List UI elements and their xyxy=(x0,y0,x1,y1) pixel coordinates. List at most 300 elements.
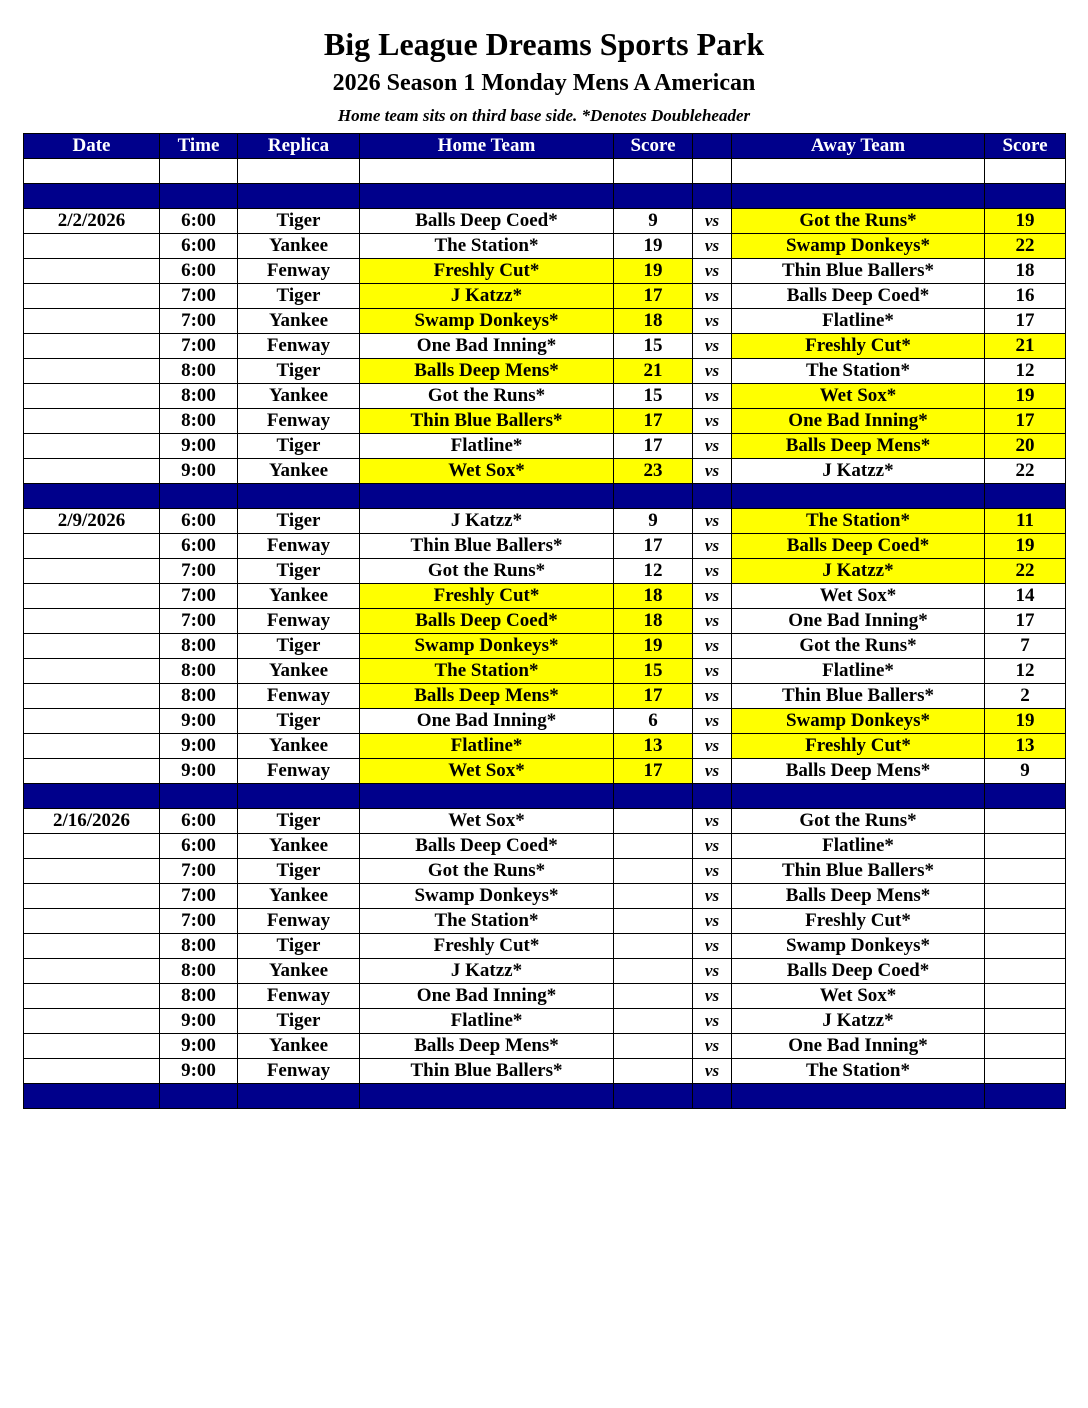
away-team: Balls Deep Coed* xyxy=(732,959,985,984)
game-time: 9:00 xyxy=(160,709,238,734)
week-separator-row-cell xyxy=(360,784,614,809)
game-row xyxy=(24,559,1066,584)
vs-label: vs xyxy=(693,859,732,884)
game-replica: Fenway xyxy=(238,334,360,359)
game-row xyxy=(24,584,1066,609)
away-score xyxy=(985,1034,1066,1059)
home-team: Swamp Donkeys* xyxy=(360,884,614,909)
game-replica: Fenway xyxy=(238,759,360,784)
game-row xyxy=(24,834,1066,859)
game-row xyxy=(24,984,1066,1009)
home-score: 6 xyxy=(614,709,693,734)
game-date xyxy=(24,409,160,434)
home-score xyxy=(614,959,693,984)
home-score xyxy=(614,834,693,859)
game-row xyxy=(24,259,1066,284)
col-header-date: Date xyxy=(24,134,160,159)
game-replica: Tiger xyxy=(238,634,360,659)
home-score xyxy=(614,1009,693,1034)
game-time: 8:00 xyxy=(160,684,238,709)
away-score: 20 xyxy=(985,434,1066,459)
game-replica: Fenway xyxy=(238,684,360,709)
away-score: 2 xyxy=(985,684,1066,709)
away-score: 19 xyxy=(985,709,1066,734)
away-team: Got the Runs* xyxy=(732,809,985,834)
home-score: 15 xyxy=(614,334,693,359)
game-date xyxy=(24,359,160,384)
game-date xyxy=(24,609,160,634)
game-date xyxy=(24,634,160,659)
week-separator-row-cell xyxy=(238,784,360,809)
game-time: 8:00 xyxy=(160,959,238,984)
away-team: One Bad Inning* xyxy=(732,1034,985,1059)
blank-row-cell xyxy=(160,159,238,184)
game-date xyxy=(24,909,160,934)
week-separator-row-cell xyxy=(160,484,238,509)
week-separator-row-cell xyxy=(614,784,693,809)
game-row xyxy=(24,434,1066,459)
week-separator-row-cell xyxy=(614,484,693,509)
home-score xyxy=(614,984,693,1009)
away-score xyxy=(985,959,1066,984)
vs-label: vs xyxy=(693,534,732,559)
away-score xyxy=(985,1059,1066,1084)
home-score: 12 xyxy=(614,559,693,584)
game-date xyxy=(24,684,160,709)
col-header-away-team: Away Team xyxy=(732,134,985,159)
game-row xyxy=(24,534,1066,559)
week-separator-row-cell xyxy=(360,1084,614,1109)
home-team: Got the Runs* xyxy=(360,559,614,584)
away-team: Balls Deep Mens* xyxy=(732,884,985,909)
game-time: 7:00 xyxy=(160,884,238,909)
vs-label: vs xyxy=(693,1034,732,1059)
game-date: 2/16/2026 xyxy=(24,809,160,834)
game-time: 9:00 xyxy=(160,459,238,484)
game-date: 2/2/2026 xyxy=(24,209,160,234)
away-team: Balls Deep Mens* xyxy=(732,759,985,784)
home-score: 19 xyxy=(614,234,693,259)
away-team: Flatline* xyxy=(732,659,985,684)
vs-label: vs xyxy=(693,959,732,984)
vs-label: vs xyxy=(693,634,732,659)
home-score: 21 xyxy=(614,359,693,384)
game-replica: Tiger xyxy=(238,1009,360,1034)
week-separator-row-cell xyxy=(985,784,1066,809)
home-score xyxy=(614,909,693,934)
away-score: 19 xyxy=(985,209,1066,234)
away-team: Wet Sox* xyxy=(732,584,985,609)
away-team: J Katzz* xyxy=(732,559,985,584)
week-separator-row-cell xyxy=(985,484,1066,509)
game-replica: Tiger xyxy=(238,209,360,234)
away-score xyxy=(985,884,1066,909)
game-replica: Fenway xyxy=(238,984,360,1009)
game-replica: Tiger xyxy=(238,359,360,384)
home-score: 13 xyxy=(614,734,693,759)
home-team: Wet Sox* xyxy=(360,809,614,834)
game-row xyxy=(24,809,1066,834)
away-score: 17 xyxy=(985,309,1066,334)
game-row xyxy=(24,459,1066,484)
home-score: 15 xyxy=(614,659,693,684)
game-row xyxy=(24,509,1066,534)
away-score: 16 xyxy=(985,284,1066,309)
away-team: Flatline* xyxy=(732,309,985,334)
away-team: Wet Sox* xyxy=(732,384,985,409)
away-team: One Bad Inning* xyxy=(732,409,985,434)
home-team: Wet Sox* xyxy=(360,459,614,484)
game-time: 6:00 xyxy=(160,234,238,259)
schedule-note: Home team sits on third base side. *Denotes Doubleheader xyxy=(337,106,751,125)
away-team: Thin Blue Ballers* xyxy=(732,259,985,284)
away-team: The Station* xyxy=(732,509,985,534)
vs-label: vs xyxy=(693,259,732,284)
game-replica: Yankee xyxy=(238,659,360,684)
home-score xyxy=(614,859,693,884)
game-replica: Tiger xyxy=(238,284,360,309)
game-row xyxy=(24,684,1066,709)
vs-label: vs xyxy=(693,609,732,634)
vs-label: vs xyxy=(693,384,732,409)
game-replica: Fenway xyxy=(238,409,360,434)
vs-label: vs xyxy=(693,334,732,359)
game-date xyxy=(24,1034,160,1059)
home-team: Balls Deep Coed* xyxy=(360,209,614,234)
away-score: 22 xyxy=(985,559,1066,584)
week-separator-row-cell xyxy=(693,1084,732,1109)
game-date: 2/9/2026 xyxy=(24,509,160,534)
game-row xyxy=(24,334,1066,359)
away-score: 7 xyxy=(985,634,1066,659)
col-header-time: Time xyxy=(160,134,238,159)
game-replica: Tiger xyxy=(238,559,360,584)
vs-label: vs xyxy=(693,684,732,709)
game-replica: Yankee xyxy=(238,1034,360,1059)
home-score: 17 xyxy=(614,434,693,459)
week-separator-row-cell xyxy=(238,184,360,209)
game-replica: Fenway xyxy=(238,259,360,284)
game-date xyxy=(24,1059,160,1084)
game-time: 8:00 xyxy=(160,384,238,409)
home-team: The Station* xyxy=(360,234,614,259)
game-date xyxy=(24,309,160,334)
game-time: 7:00 xyxy=(160,334,238,359)
week-separator-row-cell xyxy=(614,184,693,209)
away-score: 17 xyxy=(985,609,1066,634)
game-replica: Fenway xyxy=(238,609,360,634)
game-replica: Fenway xyxy=(238,909,360,934)
game-date xyxy=(24,234,160,259)
home-team: Freshly Cut* xyxy=(360,934,614,959)
home-team: The Station* xyxy=(360,909,614,934)
away-team: Thin Blue Ballers* xyxy=(732,684,985,709)
game-time: 9:00 xyxy=(160,434,238,459)
game-date xyxy=(24,959,160,984)
week-separator-row xyxy=(24,784,1066,809)
col-header-replica: Replica xyxy=(238,134,360,159)
away-team: One Bad Inning* xyxy=(732,609,985,634)
home-team: The Station* xyxy=(360,659,614,684)
game-time: 6:00 xyxy=(160,259,238,284)
away-score xyxy=(985,1009,1066,1034)
home-team: Balls Deep Coed* xyxy=(360,834,614,859)
col-header-away-score: Score xyxy=(985,134,1066,159)
schedule-body xyxy=(24,159,1066,1109)
home-team: One Bad Inning* xyxy=(360,709,614,734)
game-replica: Yankee xyxy=(238,834,360,859)
vs-label: vs xyxy=(693,809,732,834)
away-team: Freshly Cut* xyxy=(732,909,985,934)
week-separator-row-cell xyxy=(238,484,360,509)
home-team: Flatline* xyxy=(360,1009,614,1034)
game-date xyxy=(24,709,160,734)
game-time: 7:00 xyxy=(160,584,238,609)
home-score: 9 xyxy=(614,209,693,234)
game-time: 8:00 xyxy=(160,359,238,384)
home-score: 17 xyxy=(614,409,693,434)
game-replica: Tiger xyxy=(238,709,360,734)
game-replica: Fenway xyxy=(238,1059,360,1084)
away-team: Flatline* xyxy=(732,834,985,859)
game-row xyxy=(24,659,1066,684)
vs-label: vs xyxy=(693,759,732,784)
away-team: Swamp Donkeys* xyxy=(732,934,985,959)
vs-label: vs xyxy=(693,734,732,759)
game-time: 9:00 xyxy=(160,1009,238,1034)
home-score xyxy=(614,1034,693,1059)
home-team: Thin Blue Ballers* xyxy=(360,1059,614,1084)
game-row xyxy=(24,1009,1066,1034)
game-time: 6:00 xyxy=(160,209,238,234)
away-score: 14 xyxy=(985,584,1066,609)
game-replica: Tiger xyxy=(238,434,360,459)
home-score: 17 xyxy=(614,759,693,784)
blank-row xyxy=(24,159,1066,184)
home-score: 9 xyxy=(614,509,693,534)
away-score: 13 xyxy=(985,734,1066,759)
home-score xyxy=(614,934,693,959)
blank-row-cell xyxy=(693,159,732,184)
game-replica: Tiger xyxy=(238,809,360,834)
home-score: 18 xyxy=(614,609,693,634)
away-score xyxy=(985,909,1066,934)
game-row xyxy=(24,234,1066,259)
game-time: 6:00 xyxy=(160,834,238,859)
week-separator-row-cell xyxy=(24,484,160,509)
home-team: Balls Deep Coed* xyxy=(360,609,614,634)
home-team: Freshly Cut* xyxy=(360,259,614,284)
blank-row-cell xyxy=(614,159,693,184)
week-separator-row-cell xyxy=(238,1084,360,1109)
game-row xyxy=(24,409,1066,434)
game-row xyxy=(24,384,1066,409)
week-separator-row-cell xyxy=(732,184,985,209)
game-row xyxy=(24,859,1066,884)
game-row xyxy=(24,284,1066,309)
away-score xyxy=(985,834,1066,859)
week-separator-row-cell xyxy=(614,1084,693,1109)
away-team: The Station* xyxy=(732,359,985,384)
vs-label: vs xyxy=(693,209,732,234)
vs-label: vs xyxy=(693,409,732,434)
game-row xyxy=(24,609,1066,634)
game-row xyxy=(24,934,1066,959)
page-title: Big League Dreams Sports Park xyxy=(323,26,765,62)
away-team: Freshly Cut* xyxy=(732,734,985,759)
home-team: Flatline* xyxy=(360,734,614,759)
game-time: 7:00 xyxy=(160,609,238,634)
away-team: Swamp Donkeys* xyxy=(732,709,985,734)
game-replica: Yankee xyxy=(238,734,360,759)
vs-label: vs xyxy=(693,309,732,334)
home-score: 19 xyxy=(614,259,693,284)
away-score xyxy=(985,934,1066,959)
game-date xyxy=(24,334,160,359)
away-team: J Katzz* xyxy=(732,459,985,484)
vs-label: vs xyxy=(693,884,732,909)
away-team: Got the Runs* xyxy=(732,634,985,659)
away-team: J Katzz* xyxy=(732,1009,985,1034)
away-team: Swamp Donkeys* xyxy=(732,234,985,259)
game-date xyxy=(24,534,160,559)
home-score: 23 xyxy=(614,459,693,484)
week-separator-row-cell xyxy=(693,784,732,809)
home-team: One Bad Inning* xyxy=(360,984,614,1009)
game-replica: Yankee xyxy=(238,309,360,334)
game-replica: Yankee xyxy=(238,459,360,484)
blank-row-cell xyxy=(732,159,985,184)
game-date xyxy=(24,884,160,909)
home-score: 18 xyxy=(614,309,693,334)
away-score xyxy=(985,984,1066,1009)
away-score: 22 xyxy=(985,459,1066,484)
game-date xyxy=(24,584,160,609)
game-replica: Tiger xyxy=(238,509,360,534)
game-row xyxy=(24,209,1066,234)
game-date xyxy=(24,434,160,459)
game-date xyxy=(24,284,160,309)
away-score: 12 xyxy=(985,359,1066,384)
vs-label: vs xyxy=(693,834,732,859)
game-date xyxy=(24,384,160,409)
col-header-home-score: Score xyxy=(614,134,693,159)
away-score xyxy=(985,859,1066,884)
game-date xyxy=(24,859,160,884)
game-replica: Yankee xyxy=(238,234,360,259)
game-date xyxy=(24,934,160,959)
home-team: J Katzz* xyxy=(360,509,614,534)
blank-row-cell xyxy=(238,159,360,184)
away-score: 12 xyxy=(985,659,1066,684)
game-time: 7:00 xyxy=(160,859,238,884)
week-separator-row-cell xyxy=(985,1084,1066,1109)
vs-label: vs xyxy=(693,934,732,959)
home-score: 17 xyxy=(614,534,693,559)
away-score: 18 xyxy=(985,259,1066,284)
vs-label: vs xyxy=(693,909,732,934)
game-time: 6:00 xyxy=(160,509,238,534)
vs-label: vs xyxy=(693,1009,732,1034)
vs-label: vs xyxy=(693,359,732,384)
game-time: 9:00 xyxy=(160,734,238,759)
away-score: 19 xyxy=(985,384,1066,409)
game-time: 8:00 xyxy=(160,634,238,659)
week-separator-row-cell xyxy=(732,1084,985,1109)
vs-label: vs xyxy=(693,559,732,584)
away-score: 11 xyxy=(985,509,1066,534)
game-time: 6:00 xyxy=(160,534,238,559)
home-team: One Bad Inning* xyxy=(360,334,614,359)
home-team: Flatline* xyxy=(360,434,614,459)
vs-label: vs xyxy=(693,284,732,309)
week-separator-row xyxy=(24,1084,1066,1109)
away-team: Got the Runs* xyxy=(732,209,985,234)
home-team: Balls Deep Mens* xyxy=(360,359,614,384)
game-row xyxy=(24,909,1066,934)
game-time: 7:00 xyxy=(160,284,238,309)
game-row xyxy=(24,309,1066,334)
away-team: Balls Deep Coed* xyxy=(732,534,985,559)
blank-row-cell xyxy=(24,159,160,184)
vs-label: vs xyxy=(693,509,732,534)
away-score: 19 xyxy=(985,534,1066,559)
home-score xyxy=(614,884,693,909)
game-time: 8:00 xyxy=(160,659,238,684)
home-team: J Katzz* xyxy=(360,284,614,309)
home-team: Got the Runs* xyxy=(360,384,614,409)
vs-label: vs xyxy=(693,434,732,459)
game-date xyxy=(24,834,160,859)
game-time: 6:00 xyxy=(160,809,238,834)
game-row xyxy=(24,734,1066,759)
game-row xyxy=(24,1059,1066,1084)
game-time: 7:00 xyxy=(160,309,238,334)
game-time: 7:00 xyxy=(160,559,238,584)
vs-label: vs xyxy=(693,584,732,609)
game-date xyxy=(24,759,160,784)
game-time: 9:00 xyxy=(160,1034,238,1059)
home-team: Got the Runs* xyxy=(360,859,614,884)
week-separator-row xyxy=(24,184,1066,209)
away-team: Balls Deep Mens* xyxy=(732,434,985,459)
away-team: Thin Blue Ballers* xyxy=(732,859,985,884)
table-header-row xyxy=(24,134,1066,159)
away-score xyxy=(985,809,1066,834)
blank-row-cell xyxy=(360,159,614,184)
game-row xyxy=(24,709,1066,734)
home-score: 15 xyxy=(614,384,693,409)
week-separator-row-cell xyxy=(732,484,985,509)
vs-label: vs xyxy=(693,1059,732,1084)
week-separator-row-cell xyxy=(985,184,1066,209)
game-time: 7:00 xyxy=(160,909,238,934)
game-replica: Tiger xyxy=(238,934,360,959)
game-replica: Yankee xyxy=(238,959,360,984)
week-separator-row-cell xyxy=(24,184,160,209)
game-date xyxy=(24,259,160,284)
week-separator-row-cell xyxy=(360,184,614,209)
game-time: 9:00 xyxy=(160,1059,238,1084)
home-score: 19 xyxy=(614,634,693,659)
week-separator-row-cell xyxy=(160,1084,238,1109)
game-date xyxy=(24,659,160,684)
away-team: Balls Deep Coed* xyxy=(732,284,985,309)
week-separator-row-cell xyxy=(24,1084,160,1109)
home-team: Balls Deep Mens* xyxy=(360,1034,614,1059)
game-date xyxy=(24,1009,160,1034)
vs-label: vs xyxy=(693,234,732,259)
